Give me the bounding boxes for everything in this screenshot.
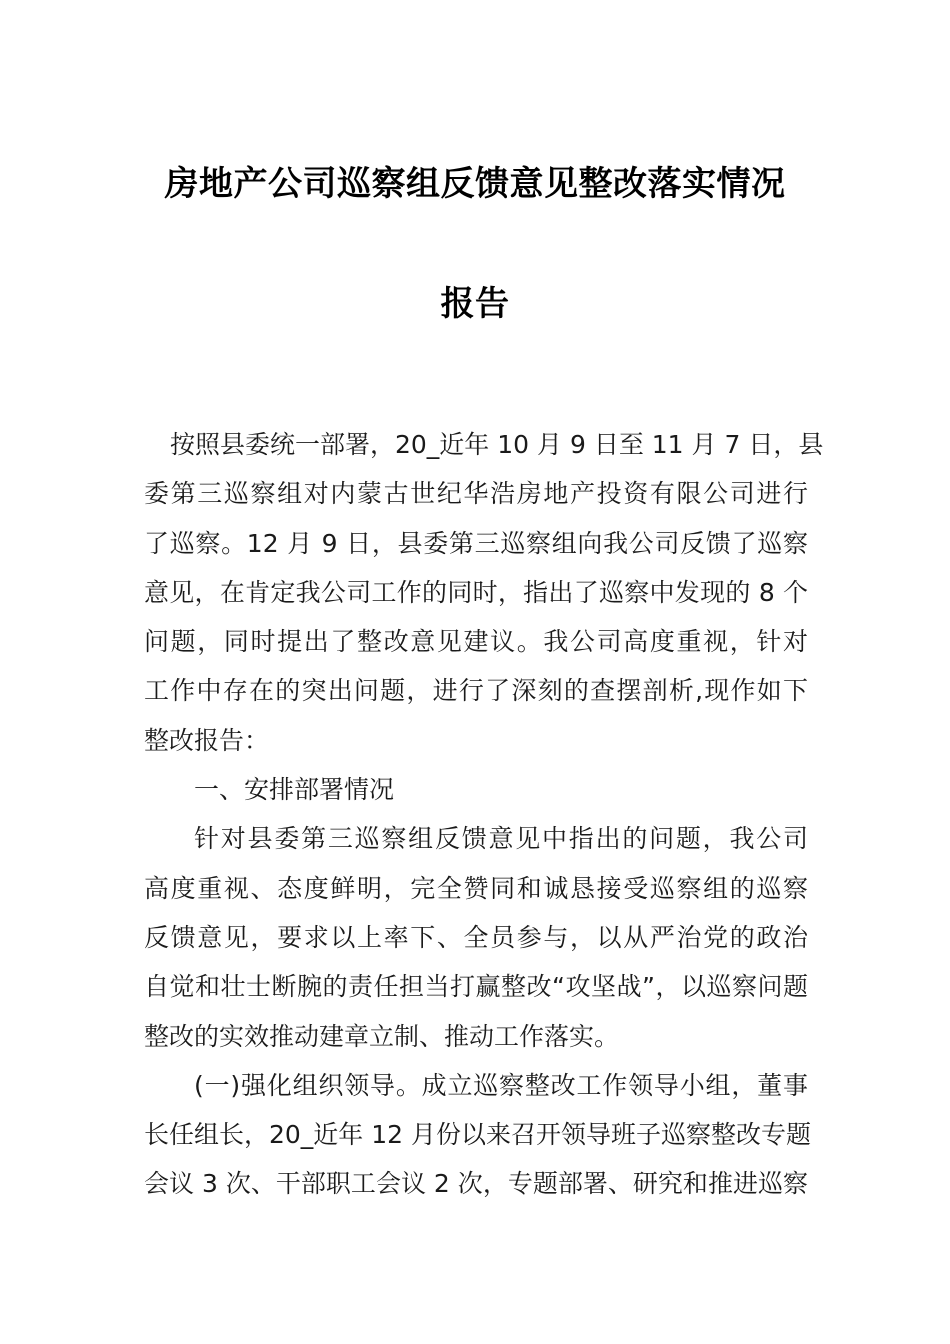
paragraph-2-line-5: 整改的实效推动建章立制、推动工作落实。: [144, 1021, 620, 1051]
paragraph-3-line-1: (一)强化组织领导。成立巡察整改工作领导小组，董事: [194, 1070, 808, 1100]
paragraph-1-line-2: 委第三巡察组对内蒙古世纪华浩房地产投资有限公司进行: [144, 479, 808, 509]
document-title-line-1: 房地产公司巡察组反馈意见整改落实情况: [164, 164, 786, 204]
paragraph-3-line-2: 长任组长，20_近年 12 月份以来召开领导班子巡察整改专题: [144, 1120, 812, 1150]
section-heading-1: 一、安排部署情况: [194, 775, 395, 805]
paragraph-1-line-7: 整改报告：: [144, 725, 270, 755]
paragraph-2-line-2: 高度重视、态度鲜明，完全赞同和诚恳接受巡察组的巡察: [144, 873, 808, 903]
paragraph-1-line-3: 了巡察。12 月 9 日，县委第三巡察组向我公司反馈了巡察: [144, 528, 808, 558]
paragraph-2-line-4: 自觉和壮士断腕的责任担当打赢整改“攻坚战”，以巡察问题: [144, 972, 808, 1002]
document-body: [144, 420, 824, 1209]
paragraph-1-line-5: 问题，同时提出了整改意见建议。我公司高度重视，针对: [144, 627, 808, 657]
paragraph-2-line-1: 针对县委第三巡察组反馈意见中指出的问题，我公司: [194, 824, 808, 854]
paragraph-3-line-3: 会议 3 次、干部职工会议 2 次，专题部署、研究和推进巡察: [144, 1169, 808, 1199]
paragraph-1-line-4: 意见，在肯定我公司工作的同时，指出了巡察中发现的 8 个: [144, 577, 808, 607]
paragraph-1-line-6: 工作中存在的突出问题，进行了深刻的查摆剖析,现作如下: [144, 676, 808, 706]
paragraph-2-line-3: 反馈意见，要求以上率下、全员参与，以从严治党的政治: [144, 922, 808, 952]
paragraph-1-line-1: 按照县委统一部署，20_近年 10 月 9 日至 11 月 7 日，县: [170, 430, 824, 459]
document-title-line-2: 报告: [440, 284, 510, 324]
